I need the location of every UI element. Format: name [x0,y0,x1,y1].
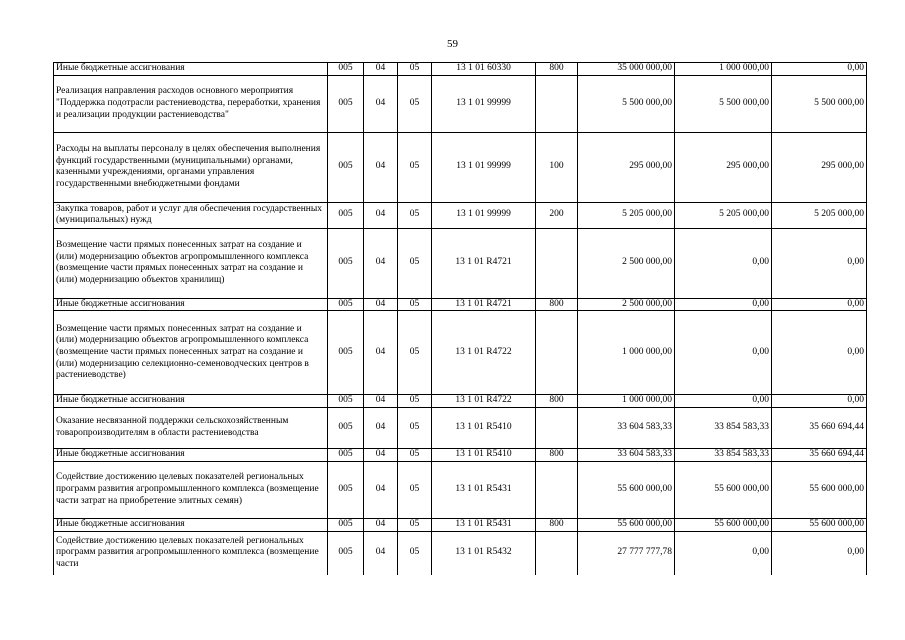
row-section: 04 [364,298,398,311]
row-target-article: 13 1 01 R5432 [432,531,536,575]
row-section: 04 [364,518,398,531]
row-admin-code: 005 [328,132,364,202]
row-description: Расходы на выплаты персоналу в целях обеспечения выполнения функций государственными (муниципальными) органами, казенными учреждениями, органами управления государственными внебюджетными фондами [54,132,328,202]
row-admin-code: 005 [328,228,364,298]
row-sum-year-1: 55 600 000,00 [578,461,675,518]
row-section: 04 [364,408,398,449]
row-sum-year-2: 5 500 000,00 [675,75,772,132]
row-sum-year-3: 0,00 [772,531,867,575]
row-sum-year-1: 33 604 583,33 [578,449,675,462]
row-sum-year-2: 55 600 000,00 [675,518,772,531]
row-admin-code: 005 [328,298,364,311]
row-target-article: 13 1 01 R5431 [432,461,536,518]
row-admin-code: 005 [328,395,364,408]
row-sum-year-1: 27 777 777,78 [578,531,675,575]
row-admin-code: 005 [328,518,364,531]
table-row [54,228,867,298]
row-sum-year-1: 1 000 000,00 [578,311,675,395]
page-number: 59 [447,38,458,50]
row-description: Иные бюджетные ассигнования [54,395,328,408]
row-subsection: 05 [398,298,432,311]
row-expense-type: 800 [536,449,578,462]
row-sum-year-3: 55 600 000,00 [772,461,867,518]
row-description: Закупка товаров, работ и услуг для обеспечения государственных (муниципальных) нужд [54,202,328,228]
row-section: 04 [364,461,398,518]
row-expense-type: 800 [536,518,578,531]
row-subsection: 05 [398,395,432,408]
row-sum-year-3: 295 000,00 [772,132,867,202]
table-row [54,395,867,408]
row-sum-year-3: 0,00 [772,298,867,311]
row-description: Иные бюджетные ассигнования [54,449,328,462]
row-sum-year-1: 2 500 000,00 [578,228,675,298]
table-row [54,518,867,531]
row-subsection: 05 [398,408,432,449]
row-subsection: 05 [398,461,432,518]
row-sum-year-2: 0,00 [675,298,772,311]
row-subsection: 05 [398,202,432,228]
row-section: 04 [364,228,398,298]
row-sum-year-2: 0,00 [675,531,772,575]
row-admin-code: 005 [328,63,364,76]
row-section: 04 [364,132,398,202]
table-row [54,461,867,518]
row-sum-year-3: 5 500 000,00 [772,75,867,132]
row-target-article: 13 1 01 R4721 [432,298,536,311]
row-admin-code: 005 [328,461,364,518]
row-description: Иные бюджетные ассигнования [54,63,328,76]
row-expense-type [536,461,578,518]
row-admin-code: 005 [328,449,364,462]
row-sum-year-3: 35 660 694,44 [772,449,867,462]
table-row [54,75,867,132]
row-sum-year-1: 2 500 000,00 [578,298,675,311]
row-target-article: 13 1 01 R4722 [432,311,536,395]
row-target-article: 13 1 01 60330 [432,63,536,76]
row-sum-year-2: 1 000 000,00 [675,63,772,76]
row-subsection: 05 [398,63,432,76]
table-row [54,408,867,449]
row-sum-year-2: 0,00 [675,311,772,395]
row-sum-year-3: 35 660 694,44 [772,408,867,449]
row-sum-year-2: 5 205 000,00 [675,202,772,228]
row-target-article: 13 1 01 R4721 [432,228,536,298]
row-sum-year-1: 33 604 583,33 [578,408,675,449]
row-target-article: 13 1 01 R5410 [432,408,536,449]
row-sum-year-1: 5 205 000,00 [578,202,675,228]
row-expense-type: 800 [536,63,578,76]
row-target-article: 13 1 01 99999 [432,75,536,132]
row-description: Иные бюджетные ассигнования [54,518,328,531]
row-expense-type: 800 [536,298,578,311]
row-sum-year-2: 55 600 000,00 [675,461,772,518]
row-description: Содействие достижению целевых показателей региональных программ развития агропромышленного комплекса (возмещение части [54,531,328,575]
row-description: Возмещение части прямых понесенных затрат на создание и (или) модернизацию объектов агропромышленного комплекса (возмещение части прямых понесенных затрат на создание и (или) модернизацию объектов хранилищ) [54,228,328,298]
row-expense-type [536,228,578,298]
row-admin-code: 005 [328,202,364,228]
row-sum-year-1: 5 500 000,00 [578,75,675,132]
row-description: Иные бюджетные ассигнования [54,298,328,311]
row-sum-year-3: 55 600 000,00 [772,518,867,531]
row-section: 04 [364,311,398,395]
row-sum-year-3: 5 205 000,00 [772,202,867,228]
row-admin-code: 005 [328,75,364,132]
row-expense-type [536,531,578,575]
row-section: 04 [364,531,398,575]
row-section: 04 [364,395,398,408]
row-sum-year-3: 0,00 [772,395,867,408]
row-target-article: 13 1 01 99999 [432,202,536,228]
budget-table [53,62,867,575]
table-row [54,63,867,76]
row-subsection: 05 [398,449,432,462]
row-admin-code: 005 [328,408,364,449]
row-subsection: 05 [398,518,432,531]
table-row [54,298,867,311]
row-sum-year-2: 295 000,00 [675,132,772,202]
row-subsection: 05 [398,311,432,395]
row-sum-year-1: 35 000 000,00 [578,63,675,76]
row-subsection: 05 [398,228,432,298]
row-target-article: 13 1 01 R5431 [432,518,536,531]
row-sum-year-2: 0,00 [675,395,772,408]
row-description: Содействие достижению целевых показателей региональных программ развития агропромышленного комплекса (возмещение части затрат на приобретение элитных семян) [54,461,328,518]
table-row [54,311,867,395]
row-expense-type: 200 [536,202,578,228]
row-description: Реализация направления расходов основного мероприятия "Поддержка подотрасли растениеводства, переработки, хранения и реализации продукции растениеводства" [54,75,328,132]
row-sum-year-1: 1 000 000,00 [578,395,675,408]
row-expense-type [536,311,578,395]
row-subsection: 05 [398,531,432,575]
row-expense-type: 800 [536,395,578,408]
row-target-article: 13 1 01 R5410 [432,449,536,462]
row-section: 04 [364,63,398,76]
row-expense-type [536,75,578,132]
row-target-article: 13 1 01 R4722 [432,395,536,408]
row-description: Оказание несвязанной поддержки сельскохозяйственным товаропроизводителям в области растениеводства [54,408,328,449]
row-section: 04 [364,449,398,462]
row-sum-year-3: 0,00 [772,311,867,395]
row-description: Возмещение части прямых понесенных затрат на создание и (или) модернизацию объектов агропромышленного комплекса (возмещение части прямых понесенных затрат на создание и (или) модернизацию селекционно-семеноводческих центров в растениеводстве) [54,311,328,395]
row-sum-year-1: 55 600 000,00 [578,518,675,531]
row-sum-year-2: 33 854 583,33 [675,408,772,449]
row-admin-code: 005 [328,311,364,395]
row-admin-code: 005 [328,531,364,575]
row-section: 04 [364,202,398,228]
row-section: 04 [364,75,398,132]
row-expense-type [536,408,578,449]
row-target-article: 13 1 01 99999 [432,132,536,202]
row-subsection: 05 [398,75,432,132]
row-sum-year-1: 295 000,00 [578,132,675,202]
table-row [54,449,867,462]
table-row [54,202,867,228]
table-row [54,132,867,202]
row-sum-year-3: 0,00 [772,228,867,298]
table-row [54,531,867,575]
row-sum-year-3: 0,00 [772,63,867,76]
row-subsection: 05 [398,132,432,202]
row-expense-type: 100 [536,132,578,202]
row-sum-year-2: 0,00 [675,228,772,298]
row-sum-year-2: 33 854 583,33 [675,449,772,462]
